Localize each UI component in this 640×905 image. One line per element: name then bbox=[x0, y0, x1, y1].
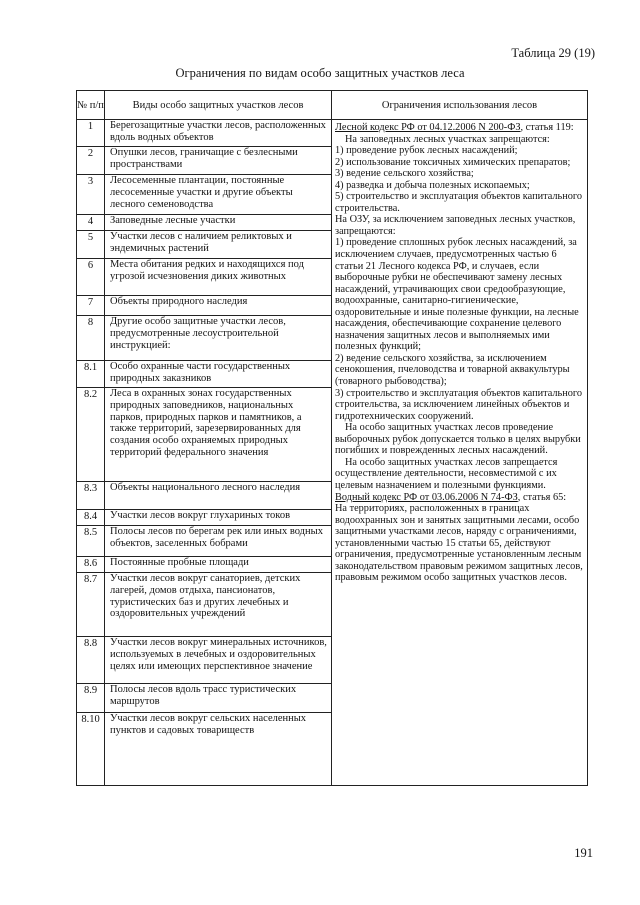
table-row bbox=[77, 316, 331, 361]
restriction-paragraph bbox=[335, 237, 585, 352]
table-row bbox=[77, 526, 331, 557]
restriction-paragraph bbox=[335, 180, 585, 192]
row-number: 8.9 bbox=[83, 685, 98, 696]
row-number: 8.10 bbox=[81, 714, 100, 725]
restriction-text: На ОЗУ, за исключением заповедных лесных участков, запрещаются: bbox=[335, 214, 576, 237]
header-num: № п/п bbox=[77, 99, 104, 111]
restriction-paragraph bbox=[335, 492, 585, 504]
row-kind: Берегозащитные участки лесов, расположенных вдоль водных объектов bbox=[110, 120, 326, 143]
restriction-text: , статья 65: bbox=[517, 491, 567, 503]
row-number: 8.1 bbox=[83, 362, 98, 373]
restriction-text: , статья 119: bbox=[520, 122, 574, 133]
table-row bbox=[77, 510, 331, 526]
table-row bbox=[77, 296, 331, 316]
row-kind: Полосы лесов вдоль трасс туристических маршрутов bbox=[110, 684, 297, 707]
restriction-paragraph bbox=[335, 145, 585, 157]
row-number: 4 bbox=[87, 216, 94, 227]
row-number: 8.6 bbox=[83, 558, 98, 569]
row-kind: Лесосеменные плантации, постоянные лесосеменные участки и другие объекты лесного семеноводства bbox=[110, 175, 293, 210]
table-row bbox=[77, 215, 331, 231]
row-kind: Постоянные пробные площади bbox=[110, 557, 249, 568]
row-number: 8.3 bbox=[83, 483, 98, 494]
row-number: 3 bbox=[87, 176, 94, 187]
row-number: 8.8 bbox=[83, 638, 98, 649]
restriction-paragraph bbox=[335, 157, 585, 169]
restriction-paragraph bbox=[335, 388, 585, 423]
restriction-text: 2) ведение сельского хозяйства, за исключением сенокошения, пчеловодства и товарной аквакультуры (товарного рыбоводства); bbox=[335, 352, 570, 388]
row-kind: Заповедные лесные участки bbox=[110, 215, 236, 226]
restriction-text: На особо защитных участках лесов проведение выборочных рубок допускается только в целях вырубки погибших и поврежденных лесных насаждений. bbox=[335, 422, 581, 457]
restriction-text: 3) строительство и эксплуатация объектов капитального строительства, за исключением линейных объектов и гидротехнических сооружений. bbox=[335, 387, 582, 422]
table-row bbox=[77, 259, 331, 296]
table-row bbox=[77, 361, 331, 388]
restriction-text: 5) строительство и эксплуатация объектов капитального строительства. bbox=[335, 191, 582, 214]
row-number: 8.2 bbox=[83, 389, 98, 400]
row-number: 8.7 bbox=[83, 574, 98, 585]
restriction-paragraph bbox=[335, 214, 585, 237]
row-number: 6 bbox=[87, 260, 94, 271]
table-number: Таблица 29 (19) bbox=[511, 46, 595, 60]
header-kind: Виды особо защитных участков лесов bbox=[132, 99, 304, 111]
row-kind: Опушки лесов, граничащие с безлесными пространствами bbox=[110, 147, 298, 170]
restrictions-text bbox=[335, 122, 585, 584]
row-kind: Особо охранные части государственных природных заказников bbox=[110, 361, 291, 384]
restriction-paragraph bbox=[335, 122, 585, 134]
table-row bbox=[77, 231, 331, 259]
table-row bbox=[77, 482, 331, 510]
restriction-paragraph bbox=[335, 353, 585, 388]
restrictions-table bbox=[76, 90, 588, 786]
restriction-text: На особо защитных участках лесов запрещается осуществление деятельности, несовместимой с их целевым назначением и полезными функциями. bbox=[335, 456, 558, 491]
column-divider bbox=[331, 91, 332, 785]
table-header bbox=[77, 91, 587, 120]
row-kind: Участки лесов вокруг сельских населенных пунктов и садовых товариществ bbox=[110, 713, 307, 736]
restriction-paragraph bbox=[335, 191, 585, 214]
table-row bbox=[77, 175, 331, 215]
row-number: 1 bbox=[87, 121, 94, 132]
row-kind: Места обитания редких и находящихся под угрозой исчезновения диких животных bbox=[110, 259, 304, 282]
table-row bbox=[77, 684, 331, 713]
table-title: Ограничения по видам особо защитных участков леса bbox=[175, 66, 465, 80]
row-kind: Объекты природного наследия bbox=[110, 296, 248, 307]
table-row bbox=[77, 573, 331, 637]
row-kind: Участки лесов вокруг санаториев, детских лагерей, домов отдыха, пансионатов, туристических баз и других лечебных и оздоровительных учреждений bbox=[110, 573, 301, 620]
restriction-text: 2) использование токсичных химических препаратов; bbox=[335, 156, 571, 168]
table-row bbox=[77, 713, 331, 785]
row-number: 2 bbox=[87, 148, 94, 159]
restriction-text: 1) проведение рубок лесных насаждений; bbox=[335, 145, 518, 157]
restriction-text: 1) проведение сплошных рубок лесных насаждений, за исключением случаев, предусмотренных частью 6 статьи 21 Лесного кодекса РФ, и случаев, если выборочные рубки не обеспечивают замену лесных насаждений, утрачивающих свои средообразующие, водоохранные, санитарно-гигиенические, оздоровительные и иные полезные функции, на лесные насаждения, обеспечивающие сохранение целевого назначения защитных лесов и выполняемых ими полезных функций; bbox=[335, 237, 579, 353]
restriction-paragraph bbox=[335, 168, 585, 180]
row-kind: Участки лесов вокруг глухариных токов bbox=[110, 510, 291, 521]
restriction-paragraph bbox=[335, 457, 585, 492]
table-row bbox=[77, 147, 331, 175]
restriction-text: На заповедных лесных участках запрещаются: bbox=[345, 133, 550, 145]
header-restrictions: Ограничения использования лесов bbox=[381, 99, 538, 111]
row-number: 8.5 bbox=[83, 527, 98, 538]
restriction-text: На территориях, расположенных в границах водоохранных зон и занятых защитными лесами, особо защитными участками лесов, наряду с ограничениями, установленными частью 15 статьи 65, действуют ограничения, предусмотренные установленным лесным законодательством правовым режимом защитных лесов, правовым режимом особо защитных участков лесов. bbox=[335, 503, 583, 584]
page-number: 191 bbox=[574, 846, 593, 860]
restriction-paragraph bbox=[335, 134, 585, 146]
law-reference: Водный кодекс РФ от 03.06.2006 N 74-ФЗ bbox=[335, 491, 518, 503]
table-row bbox=[77, 388, 331, 482]
row-number: 8.4 bbox=[83, 511, 98, 522]
row-kind: Участки лесов с наличием реликтовых и эндемичных растений bbox=[110, 231, 292, 254]
restriction-text: 4) разведка и добыча полезных ископаемых; bbox=[335, 179, 530, 191]
law-reference: Лесной кодекс РФ от 04.12.2006 N 200-ФЗ bbox=[335, 122, 521, 133]
row-number: 8 bbox=[87, 317, 94, 328]
restriction-paragraph bbox=[335, 503, 585, 584]
row-kind: Другие особо защитные участки лесов, предусмотренные лесоустроительной инструкцией: bbox=[110, 316, 286, 351]
table-row bbox=[77, 120, 331, 147]
row-number: 5 bbox=[87, 232, 94, 243]
row-kind: Участки лесов вокруг минеральных источников, используемых в лечебных и оздоровительных целях или имеющих перспективное значение bbox=[110, 637, 327, 672]
table-row bbox=[77, 637, 331, 684]
restriction-text: 3) ведение сельского хозяйства; bbox=[335, 168, 474, 180]
row-number: 7 bbox=[87, 297, 94, 308]
table-row bbox=[77, 557, 331, 573]
row-kind: Полосы лесов по берегам рек или иных водных объектов, заселенных бобрами bbox=[110, 526, 323, 549]
row-kind: Леса в охранных зонах государственных природных заповедников, национальных парков, природных парков и памятников, а также территорий, зарезервированных для создания особо охраняемых природных территорий федерального значения bbox=[110, 388, 302, 458]
restriction-paragraph bbox=[335, 422, 585, 457]
row-kind: Объекты национального лесного наследия bbox=[110, 482, 301, 493]
